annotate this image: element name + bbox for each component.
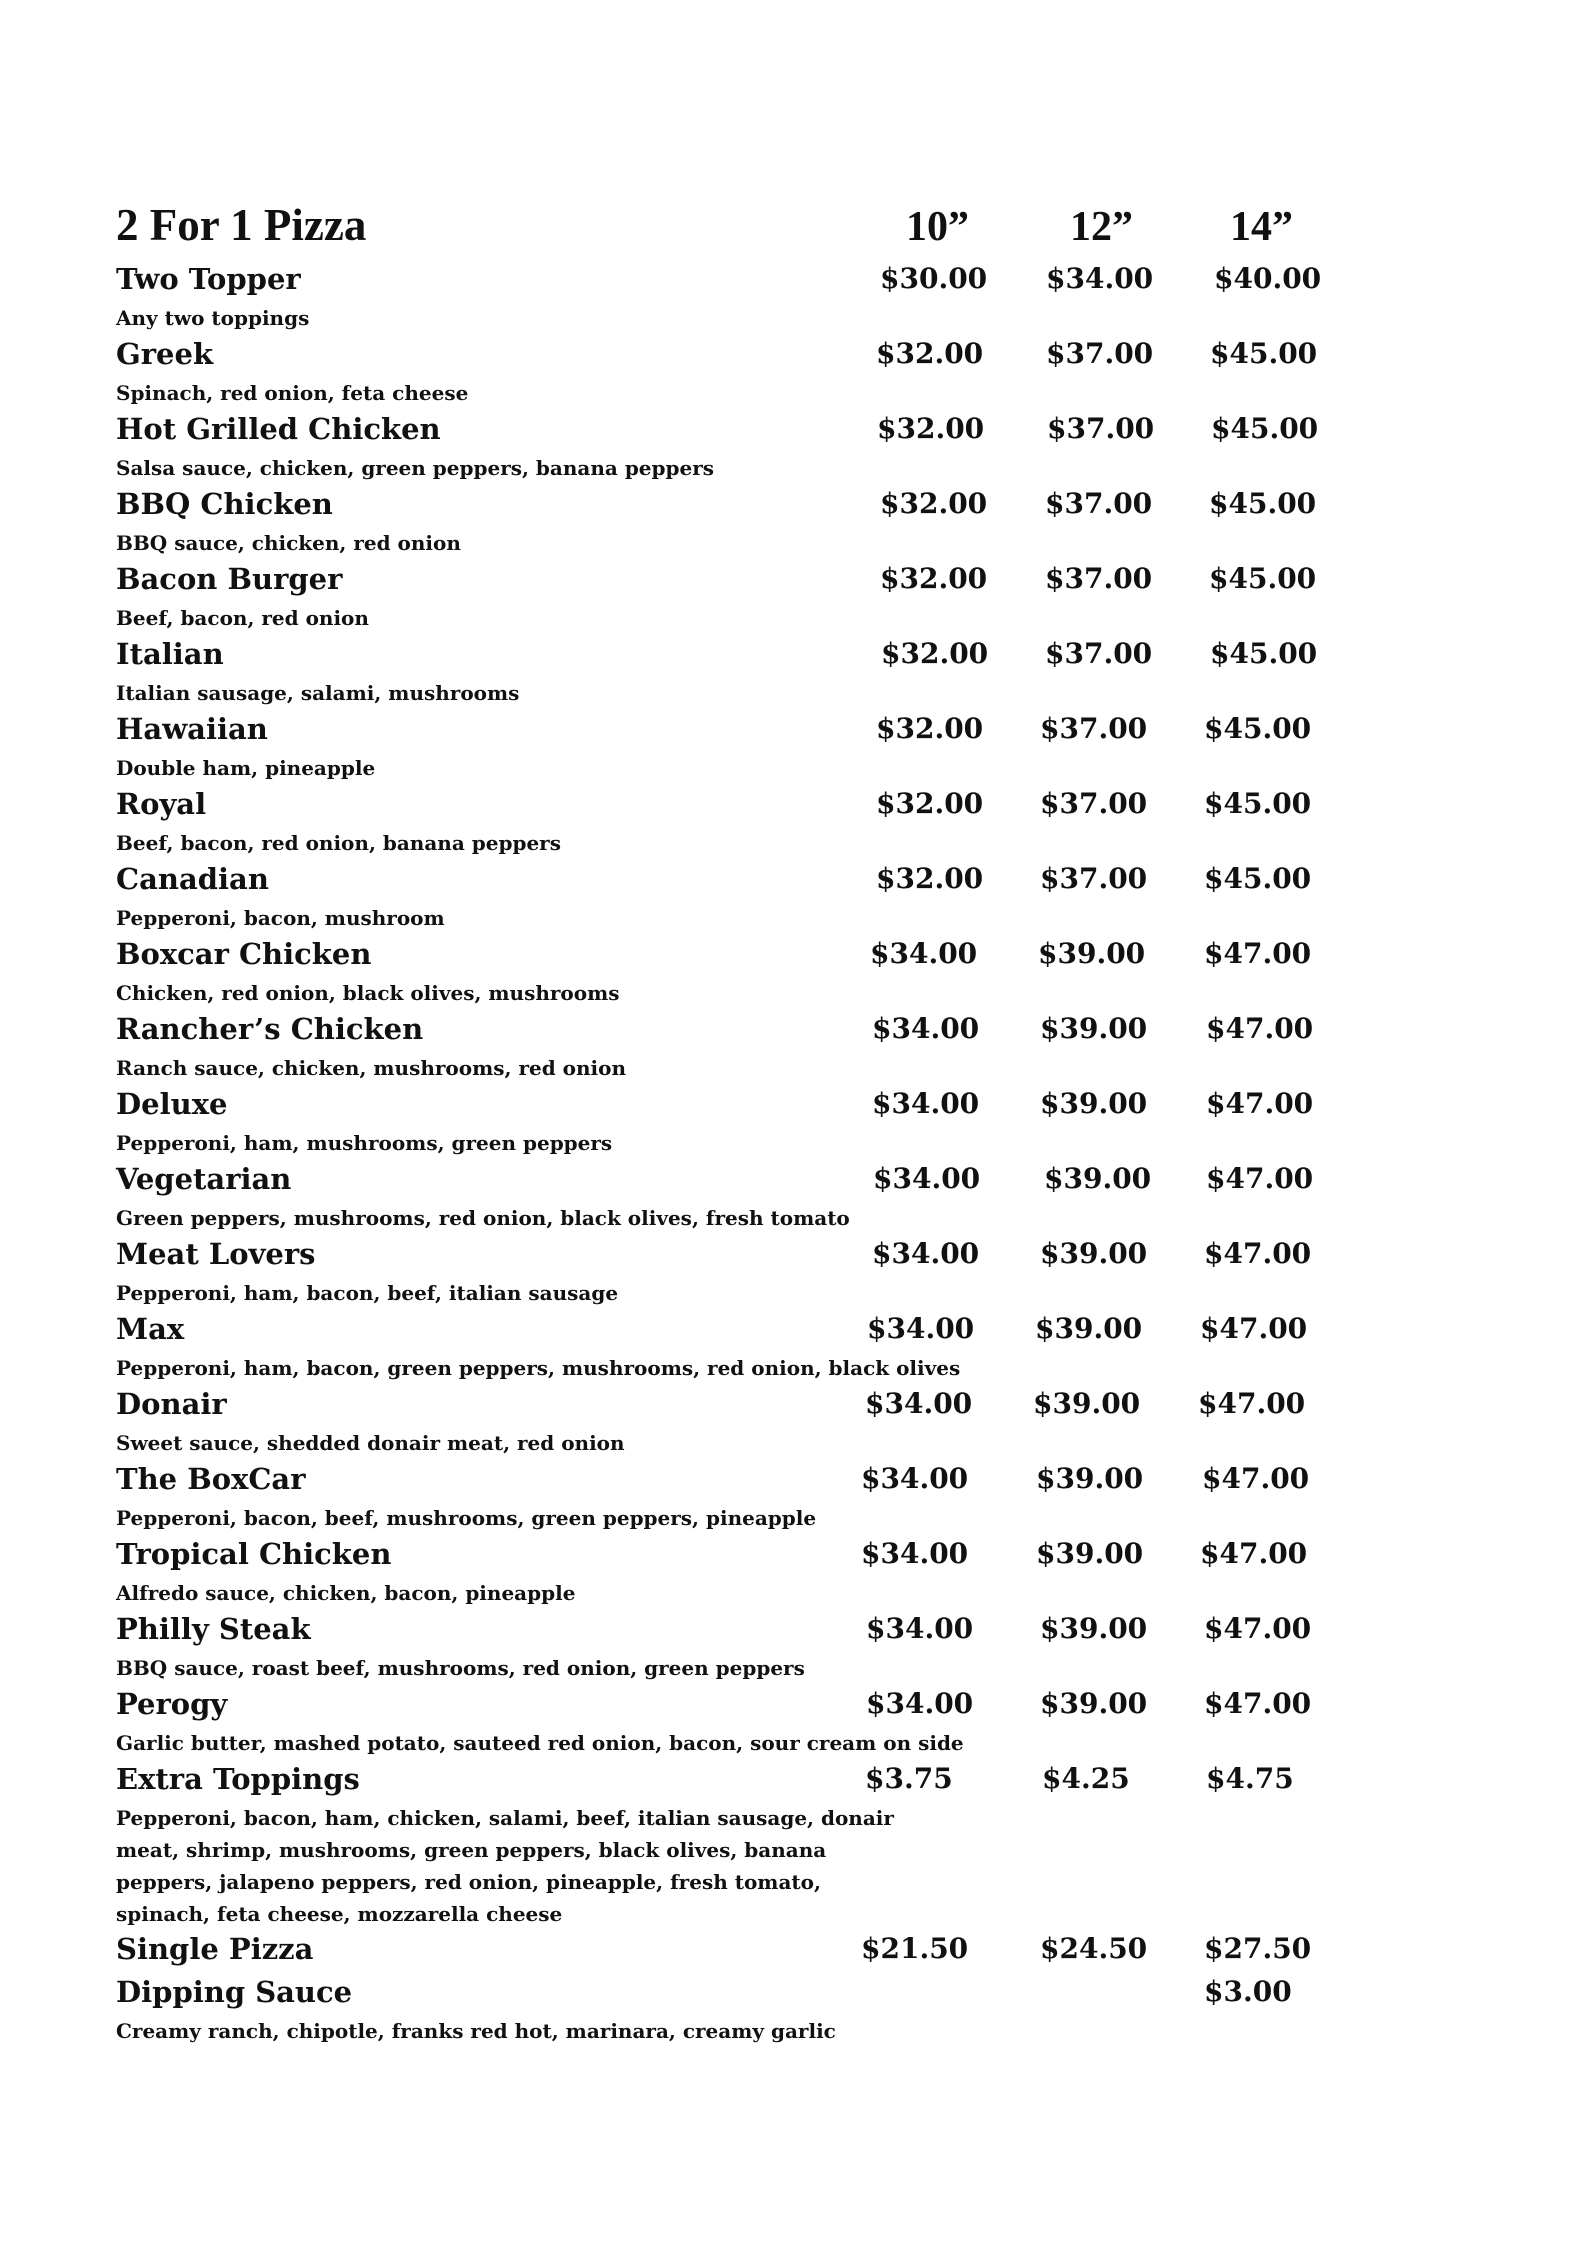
price-10: $32.00 [880,487,988,520]
item-description: Ranch sauce, chicken, mushrooms, red onion [116,1056,627,1080]
price-12: $39.00 [1036,1462,1144,1495]
price-10: $34.00 [870,937,978,970]
item-name: Hawaiian [116,712,268,746]
item-description: Pepperoni, ham, mushrooms, green peppers [116,1131,613,1155]
price-14: $47.00 [1200,1537,1308,1570]
price-12: $39.00 [1036,1537,1144,1570]
price-14: $47.00 [1204,1237,1312,1270]
price-14: $47.00 [1204,1612,1312,1645]
price-10: $3.75 [865,1762,953,1795]
item-description: Pepperoni, ham, bacon, beef, italian sausage [116,1281,619,1305]
price-12: $39.00 [1040,1612,1148,1645]
price-12: $37.00 [1045,562,1153,595]
price-12: $39.00 [1044,1162,1152,1195]
price-12: $37.00 [1045,487,1153,520]
price-12: $39.00 [1038,937,1146,970]
item-name: Max [116,1312,185,1346]
item-name: BBQ Chicken [116,487,333,521]
item-name: Italian [116,637,224,671]
price-12: $34.00 [1046,262,1154,295]
price-14: $47.00 [1202,1462,1310,1495]
item-name: Dipping Sauce [116,1975,353,2009]
item-name: Extra Toppings [116,1762,360,1796]
price-12: $37.00 [1046,337,1154,370]
price-10: $34.00 [861,1537,969,1570]
item-name: Perogy [116,1687,228,1721]
price-10: $32.00 [880,562,988,595]
price-12: $39.00 [1040,1237,1148,1270]
item-description: Alfredo sauce, chicken, bacon, pineapple [116,1581,576,1605]
item-name: Single Pizza [116,1932,314,1966]
item-description: Pepperoni, ham, bacon, green peppers, mushrooms, red onion, black olives [116,1356,961,1380]
item-description: BBQ sauce, chicken, red onion [116,531,461,555]
price-10: $32.00 [877,412,985,445]
item-description: Sweet sauce, shedded donair meat, red onion [116,1431,625,1455]
item-description: Pepperoni, bacon, mushroom [116,906,445,930]
item-description: Chicken, red onion, black olives, mushrooms [116,981,620,1005]
price-14: $45.00 [1211,412,1319,445]
price-12: $4.25 [1042,1762,1130,1795]
item-description: BBQ sauce, roast beef, mushrooms, red onion, green peppers [116,1656,805,1680]
price-10: $34.00 [872,1012,980,1045]
size-10-heading: 10” [906,204,969,250]
item-description: Creamy ranch, chipotle, franks red hot, marinara, creamy garlic [116,2019,836,2043]
price-10: $34.00 [865,1387,973,1420]
size-12-heading: 12” [1070,204,1133,250]
price-14: $45.00 [1204,862,1312,895]
price-14: $47.00 [1204,937,1312,970]
price-12: $39.00 [1035,1312,1143,1345]
price-10: $34.00 [866,1687,974,1720]
item-name: Vegetarian [116,1162,292,1196]
price-14: $45.00 [1204,787,1312,820]
item-name: Rancher’s Chicken [116,1012,424,1046]
price-10: $34.00 [867,1312,975,1345]
price-14: $47.00 [1206,1012,1314,1045]
item-description: Double ham, pineapple [116,756,376,780]
price-12: $39.00 [1040,1087,1148,1120]
price-14: $47.00 [1206,1087,1314,1120]
price-14: $47.00 [1206,1162,1314,1195]
price-14: $45.00 [1210,637,1318,670]
item-name: Greek [116,337,214,371]
price-10: $21.50 [861,1932,969,1965]
price-10: $32.00 [876,862,984,895]
item-name: Deluxe [116,1087,228,1121]
size-14-heading: 14” [1230,204,1293,250]
item-name: Bacon Burger [116,562,343,596]
price-10: $34.00 [872,1237,980,1270]
price-10: $34.00 [873,1162,981,1195]
price-10: $34.00 [861,1462,969,1495]
price-12: $37.00 [1040,712,1148,745]
price-12: $39.00 [1033,1387,1141,1420]
price-14: $40.00 [1214,262,1322,295]
price-14: $45.00 [1209,487,1317,520]
item-description: Spinach, red onion, feta cheese [116,381,469,405]
price-14: $45.00 [1210,337,1318,370]
item-name: Hot Grilled Chicken [116,412,441,446]
menu-header [116,196,1376,258]
price-10: $30.00 [880,262,988,295]
price-10: $32.00 [881,637,989,670]
price-14: $45.00 [1209,562,1317,595]
price-12: $39.00 [1040,1012,1148,1045]
price-14: $27.50 [1204,1932,1312,1965]
item-name: Philly Steak [116,1612,311,1646]
item-name: Meat Lovers [116,1237,316,1271]
item-description: Green peppers, mushrooms, red onion, black olives, fresh tomato [116,1206,850,1230]
item-description: Pepperoni, bacon, ham, chicken, salami, beef, italian sausage, donair meat, shrimp, mushrooms, green peppers, black olives, banana peppers, jalapeno peppers, red onion, pineapple, fresh tomato, spinach, feta cheese, mozzarella cheese [116,1806,894,1926]
item-description: Pepperoni, bacon, beef, mushrooms, green peppers, pineapple [116,1506,817,1530]
price-12: $37.00 [1040,787,1148,820]
item-description: Beef, bacon, red onion, banana peppers [116,831,561,855]
price-10: $32.00 [876,787,984,820]
item-description: Beef, bacon, red onion [116,606,369,630]
item-name: Donair [116,1387,227,1421]
item-name: Tropical Chicken [116,1537,392,1571]
price-14: $4.75 [1206,1762,1294,1795]
price-10: $32.00 [876,337,984,370]
price-12: $37.00 [1047,412,1155,445]
item-description: Italian sausage, salami, mushrooms [116,681,520,705]
item-name: Boxcar Chicken [116,937,372,971]
price-12: $37.00 [1045,637,1153,670]
price-10: $32.00 [876,712,984,745]
item-name: Two Topper [116,262,301,296]
price-14: $45.00 [1204,712,1312,745]
price-10: $34.00 [866,1612,974,1645]
item-name: The BoxCar [116,1462,306,1496]
price-12: $37.00 [1040,862,1148,895]
price-12: $39.00 [1040,1687,1148,1720]
price-12: $24.50 [1040,1932,1148,1965]
price-14: $47.00 [1198,1387,1306,1420]
price-14: $3.00 [1204,1975,1292,2008]
price-10: $34.00 [872,1087,980,1120]
menu-title: 2 For 1 Pizza [116,200,367,250]
price-14: $47.00 [1200,1312,1308,1345]
item-description: Garlic butter, mashed potato, sauteed red onion, bacon, sour cream on side [116,1731,964,1755]
item-description: Salsa sauce, chicken, green peppers, banana peppers [116,456,715,480]
item-description: Any two toppings [116,306,310,330]
price-14: $47.00 [1204,1687,1312,1720]
item-name: Royal [116,787,207,821]
item-name: Canadian [116,862,269,896]
